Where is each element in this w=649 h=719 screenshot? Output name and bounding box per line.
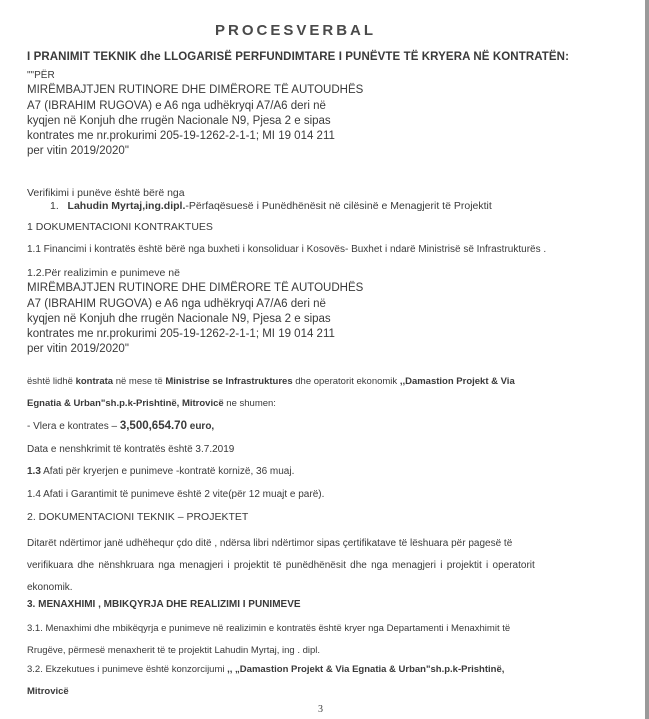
document-title: PROCESVERBAL [215, 22, 377, 39]
p3-1-line: Rrugëve, përmesë menaxherit të te projektit Lahudin Myrtaj, ing . dipl. [27, 645, 321, 656]
section1-paragraph-1-3 [27, 465, 294, 479]
contract-value [27, 419, 214, 434]
intro-line: kontrates me nr.prokurimi 205-19-1262-2-1-1; MI 19 014 211 [27, 130, 335, 143]
contract-sentence-line-1 [27, 375, 515, 389]
p1-3-text: Afati për kryerjen e punimeve -kontratë kornizë, 36 muaj. [40, 466, 295, 477]
p3-1-line: 3.1. Menaxhimi dhe mbikëqyrja e punimeve në realizimin e kontratës është kryer nga Departamenti i Menaxhimit të [27, 623, 511, 634]
intro-line: A7 (IBRAHIM RUGOVA) e A6 nga udhëkryqi A7/A6 deri në [27, 99, 326, 112]
verification-heading: Verifikimi i punëve është bërë nga [27, 187, 185, 199]
contract-text: në mese të [113, 376, 166, 387]
section2-line: verifikuara dhe nënshkruara nga menagjeri i projektit të punëdhënësit dhe nga menagjeri i projektit i operatorit [27, 560, 535, 571]
p1-2-line: per vitin 2019/2020" [27, 343, 129, 356]
section1-paragraph-1-1: 1.1 Financimi i kontratës është bërë nga buxheti i konsoliduar i Kosovës- Buxhet i ndarë Ministrisë së Infrastrukturës . [27, 244, 547, 255]
verification-item [50, 199, 492, 213]
p1-2-intro: 1.2.Për realizimin e punimeve në [27, 267, 180, 279]
section1-paragraph-1-2 [27, 266, 363, 358]
section2-line: Ditarët ndërtimor janë udhëhequr çdo ditë , ndërsa libri ndërtimor sipas çertifikatave të lëshuara për pagesë të [27, 538, 513, 549]
intro-line: kyqjen në Konjuh dhe rrugën Nacionale N9, Pjesa 2 e sipas [27, 114, 331, 127]
operator-name-cont: Egnatia & Urban"sh.p.k-Prishtinë, Mitrovicë [27, 398, 224, 409]
verification-item-number: 1. [50, 200, 59, 212]
contract-value-amount: 3,500,654.70 [119, 420, 187, 432]
page-edge-border [645, 0, 649, 719]
intro-line: per vitin 2019/2020" [27, 145, 129, 158]
section2-heading: 2. DOKUMENTACIONI TEKNIK – PROJEKTET [27, 511, 249, 523]
contract-value-currency: euro, [186, 421, 215, 432]
contract-sentence-line-2 [27, 397, 276, 411]
p1-3-number: 1.3 [27, 466, 41, 477]
section2-line: ekonomik. [27, 582, 73, 593]
page-number: 3 [318, 704, 323, 715]
section3-paragraph-3-2-cont: Mitrovicë [27, 686, 69, 697]
contract-text: ne shumen: [223, 398, 276, 409]
intro-line: MIRËMBAJTJEN RUTINORE DHE DIMËRORE TË AUTOUDHËS [27, 84, 364, 97]
contract-text: është lidhë [27, 376, 76, 387]
operator-name: ,,Damastion Projekt & Via [399, 376, 515, 387]
intro-quote [27, 68, 363, 160]
contract-text: dhe operatorit ekonomik [292, 376, 400, 387]
p3-2-consortium: ,, „Damastion Projekt & Via Egnatia & Urban"sh.p.k-Prishtinë, [227, 664, 505, 675]
verification-item-role: -Përfaqësuesë i Punëdhënësit në cilësinë e Menagjerit të Projektit [185, 200, 492, 212]
p1-2-line: kontrates me nr.prokurimi 205-19-1262-2-1-1; MI 19 014 211 [27, 328, 335, 341]
document-subtitle: I PRANIMIT TEKNIK dhe LLOGARISË PERFUNDIMTARE I PUNËVTE TË KRYERA NË KONTRATËN: [27, 51, 570, 63]
section2-body [27, 533, 535, 599]
intro-line: ""PËR [27, 70, 55, 81]
section3-paragraph-3-1 [27, 618, 510, 662]
p1-2-line: A7 (IBRAHIM RUGOVA) e A6 nga udhëkryqi A7/A6 deri në [27, 297, 326, 310]
contract-sign-date: Data e nenshkrimit të kontratës është 3.7.2019 [27, 444, 235, 455]
section3-heading: 3. MENAXHIMI , MBIKQYRJA DHE REALIZIMI I PUNIMEVE [27, 599, 301, 610]
ministry-name: Ministrise se Infrastruktures [165, 376, 293, 387]
contract-value-label: - Vlera e kontrates – [27, 421, 120, 432]
contract-text-bold: kontrata [75, 376, 114, 387]
section3-paragraph-3-2 [27, 663, 504, 677]
p3-2-text: 3.2. Ekzekutues i punimeve është konzorcijumi [27, 664, 228, 675]
section1-heading: 1 DOKUMENTACIONI KONTRAKTUES [27, 221, 213, 233]
verification-item-name: Lahudin Myrtaj,ing.dipl. [67, 200, 186, 212]
p1-2-line: MIRËMBAJTJEN RUTINORE DHE DIMËRORE TË AUTOUDHËS [27, 282, 364, 295]
section1-paragraph-1-4: 1.4 Afati i Garantimit të punimeve është 2 vite(për 12 muajt e parë). [27, 489, 325, 500]
p1-2-line: kyqjen në Konjuh dhe rrugën Nacionale N9, Pjesa 2 e sipas [27, 312, 331, 325]
